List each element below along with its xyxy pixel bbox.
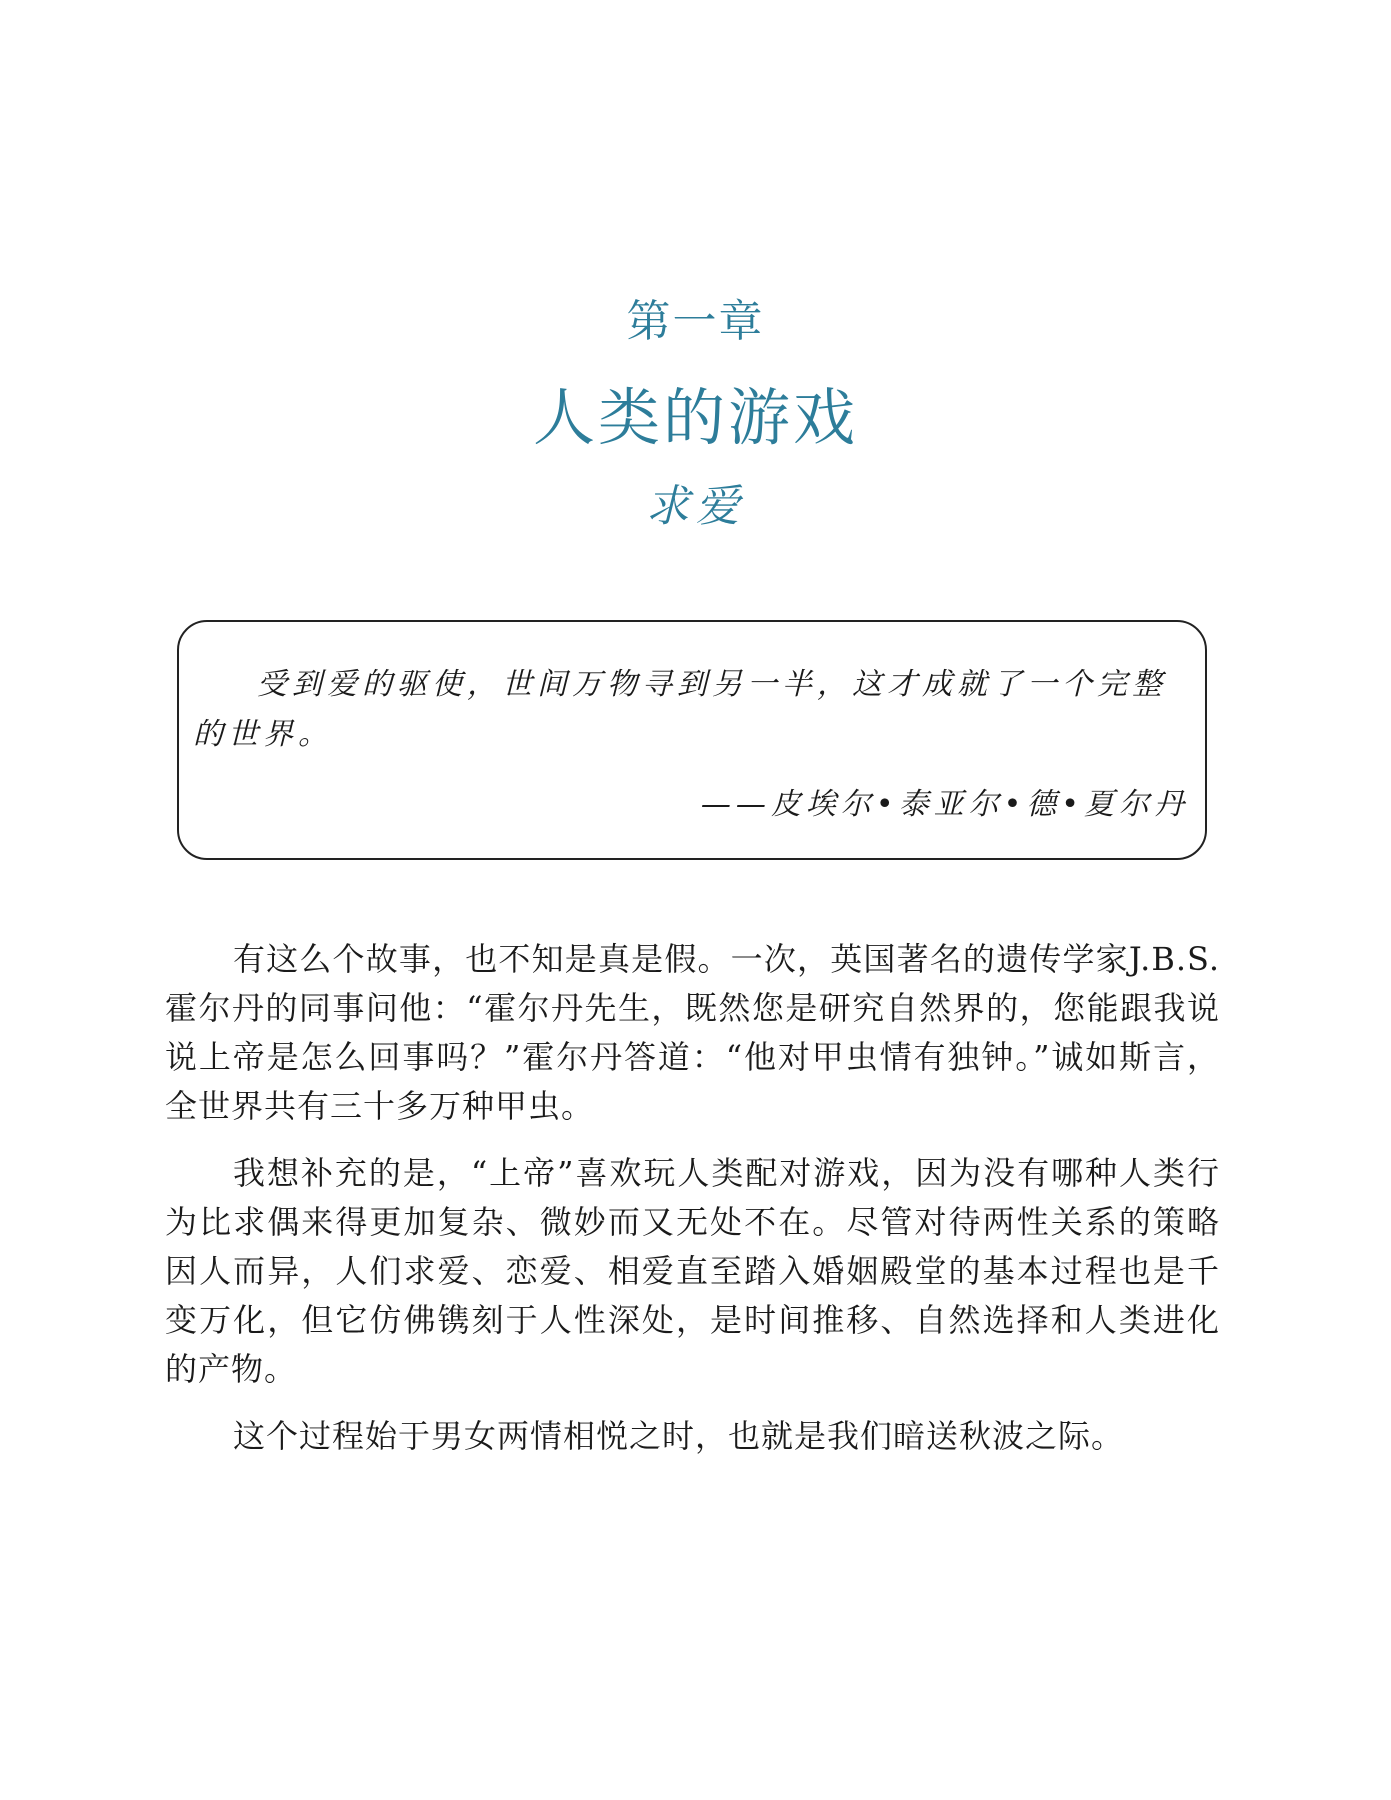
- epigraph-text: 受到爱的驱使，世间万物寻到另一半，这才成就了一个完整的世界。: [193, 667, 1167, 752]
- epigraph-box: [177, 620, 1207, 860]
- body-text: [165, 935, 1220, 1479]
- paragraph: 我想补充的是，“上帝”喜欢玩人类配对游戏，因为没有哪种人类行为比求偶来得更加复杂、微妙而又无处不在。尽管对待两性关系的策略因人而异，人们求爱、恋爱、相爱直至踏入婚姻殿堂的基本过程也是千变万化，但它仿佛镌刻于人性深处，是时间推移、自然选择和人类进化的产物。: [165, 1154, 1220, 1388]
- paragraph: 有这么个故事，也不知是真是假。一次，英国著名的遗传学家J.B.S.霍尔丹的同事问他：“霍尔丹先生，既然您是研究自然界的，您能跟我说说上帝是怎么回事吗？”霍尔丹答道：“他对甲虫情有独钟。”诚如斯言，全世界共有三十多万种甲虫。: [165, 940, 1220, 1125]
- chapter-label: 第一章: [626, 296, 765, 347]
- chapter-title: 人类的游戏: [532, 381, 858, 454]
- chapter-subtitle: 求爱: [645, 481, 746, 532]
- paragraph: 这个过程始于男女两情相悦之时，也就是我们暗送秋波之际。: [233, 1417, 1125, 1455]
- epigraph-author: ——皮埃尔•泰亚尔•德•夏尔丹: [700, 787, 1189, 822]
